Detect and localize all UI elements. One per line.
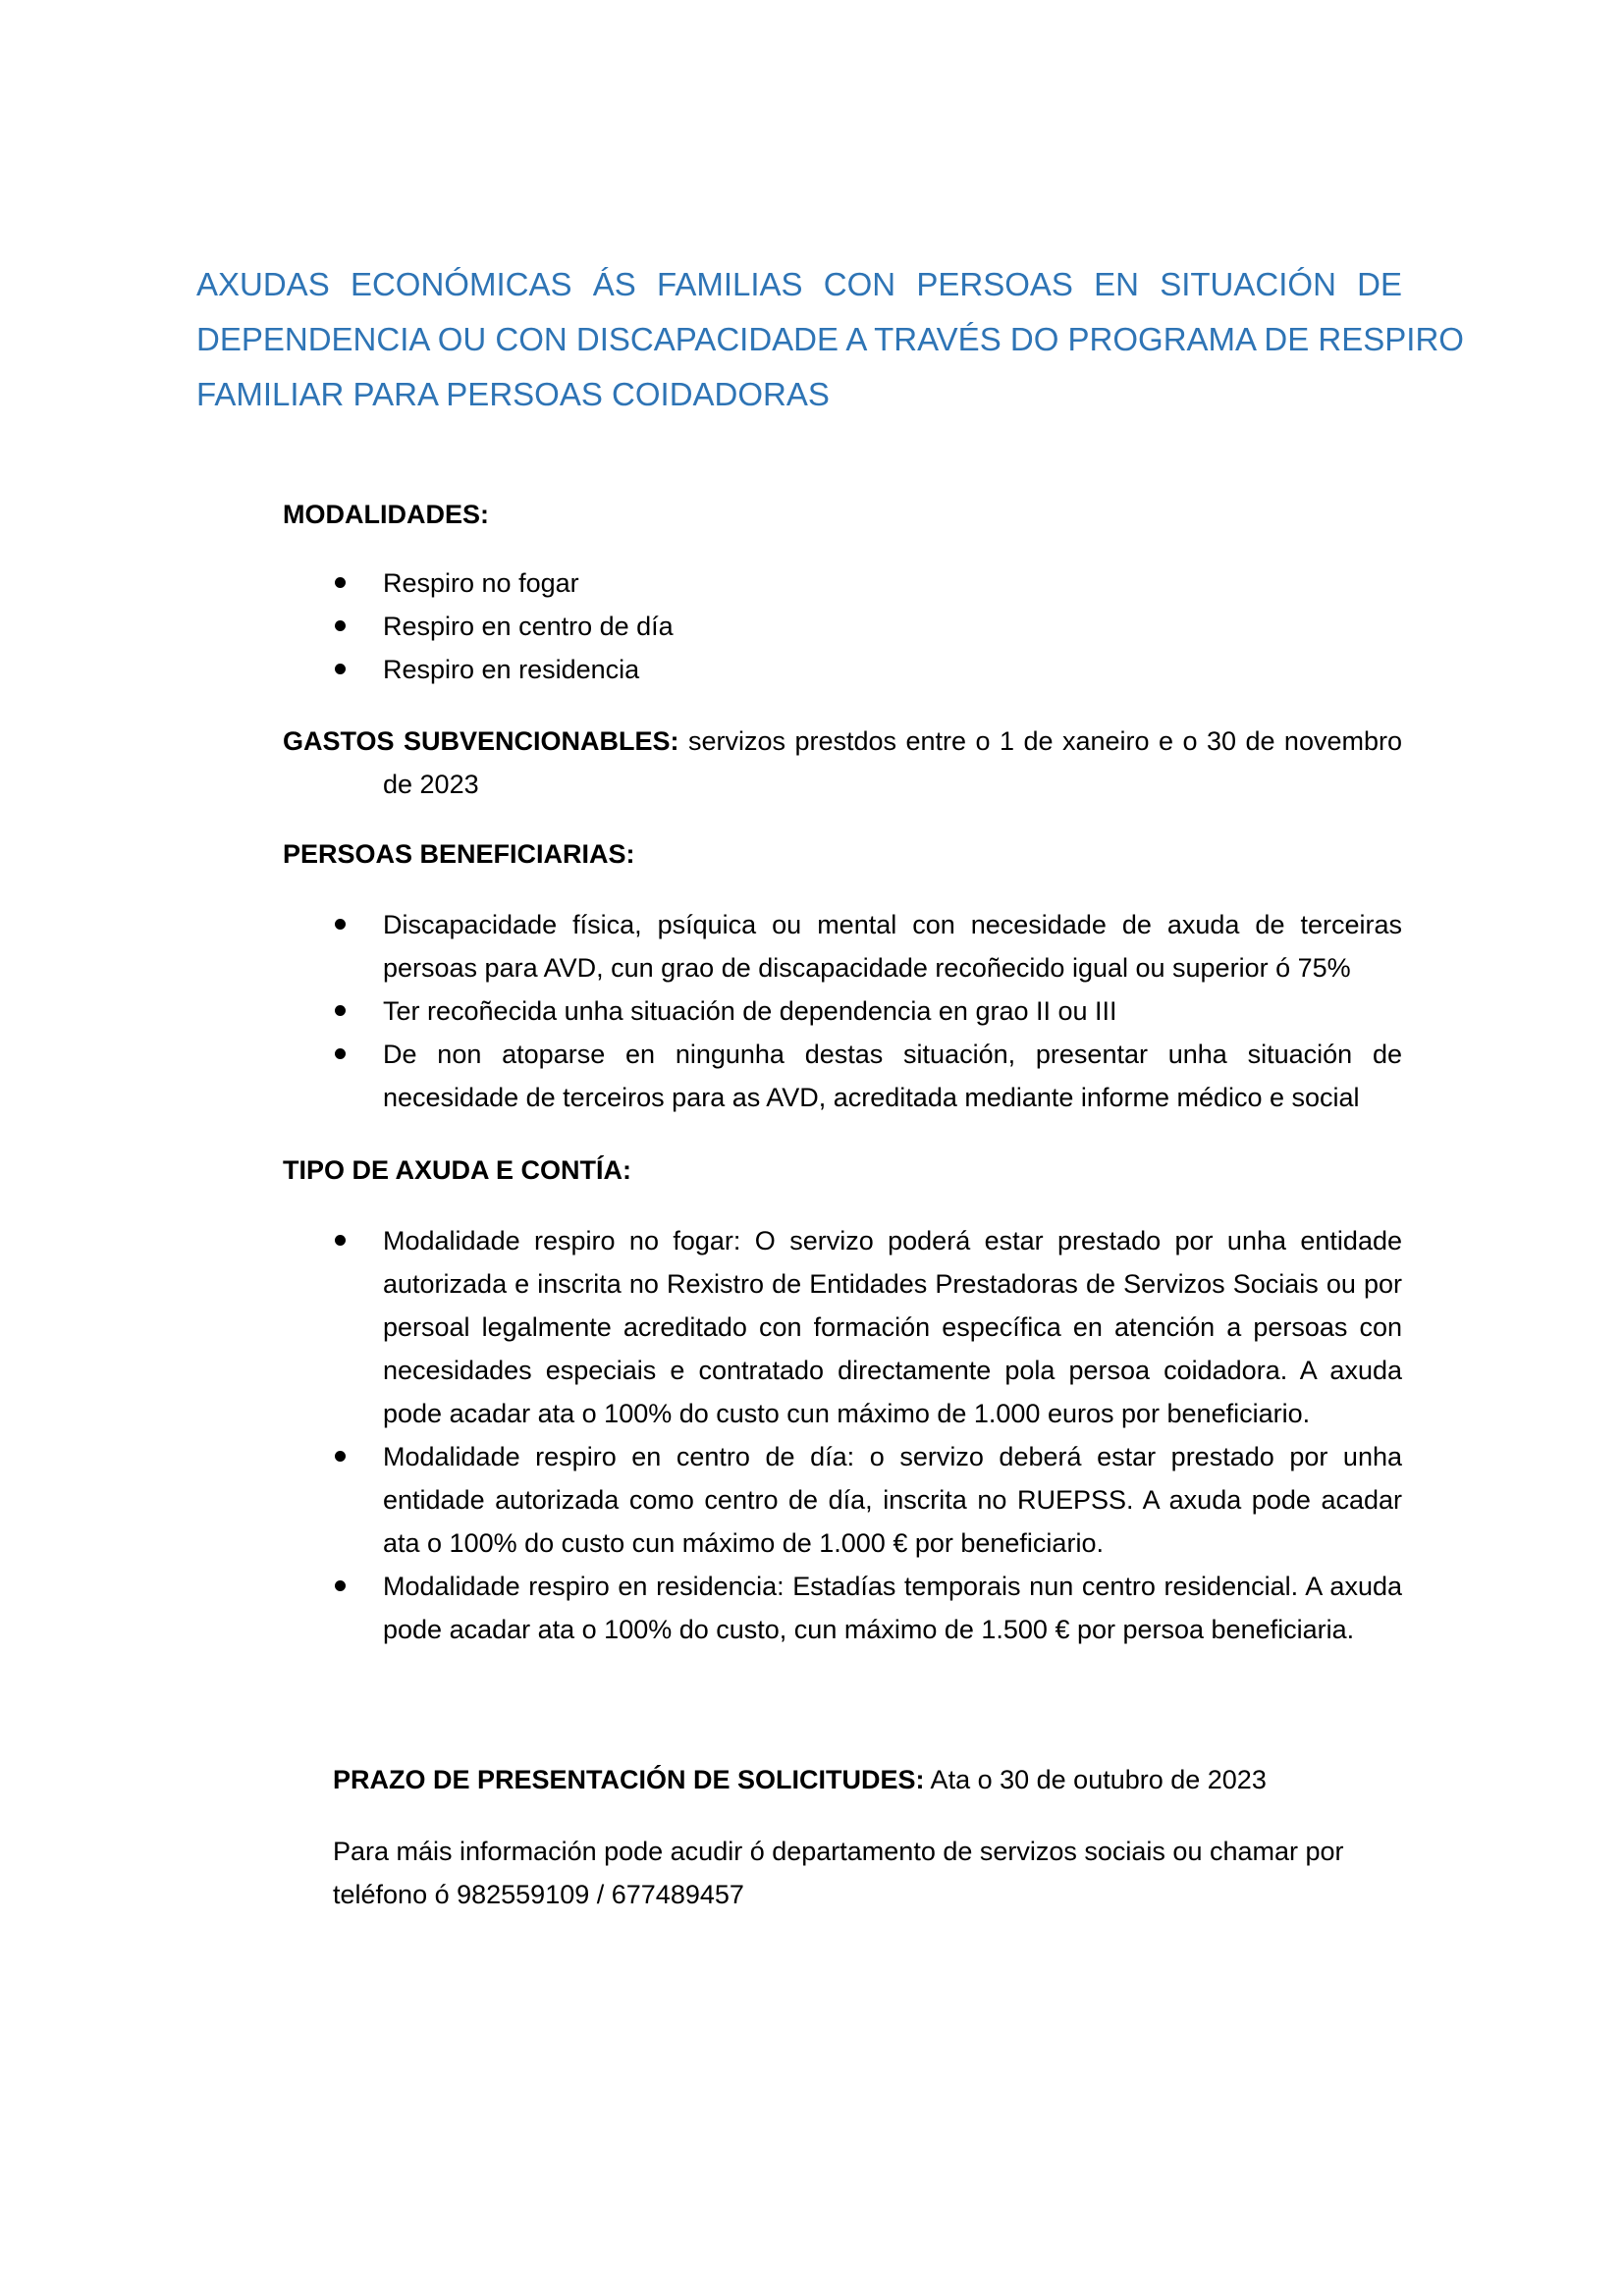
bullet-icon xyxy=(335,1235,346,1246)
list-item-text: Modalidade respiro en centro de día: o servizo deberá estar prestado por unha entidade autorizada como centro de día, inscrita no RUEPSS. A axuda pode acadar ata o 100% do custo cun máximo de 1.000 € por beneficiario. xyxy=(383,1442,1402,1558)
document-title xyxy=(196,257,1464,422)
gastos-text: servizos prestdos entre o 1 de xaneiro e o 30 de novembro de 2023 xyxy=(383,726,1402,799)
modalidades-list xyxy=(0,561,1402,691)
bullet-icon xyxy=(335,620,346,631)
list-item-text: Modalidade respiro no fogar: O servizo poderá estar prestado por unha entidade autorizada e inscrita no Rexistro de Entidades Prestadoras de Servizos Sociais ou por persoal legalmente acreditado con formación específica en atención a persoas con necesidades especiais e contratado directamente pola persoa coidadora. A axuda pode acadar ata o 100% do custo cun máximo de 1.000 euros por beneficiario. xyxy=(383,1226,1402,1428)
list-item xyxy=(0,1033,1402,1119)
tipo-list xyxy=(0,1219,1402,1651)
bullet-icon xyxy=(335,1048,346,1059)
list-item xyxy=(0,561,1402,605)
list-item-text: Respiro no fogar xyxy=(383,568,579,598)
prazo-text: Ata o 30 de outubro de 2023 xyxy=(924,1765,1267,1794)
bullet-icon xyxy=(335,1580,346,1591)
gastos-label: GASTOS SUBVENCIONABLES: xyxy=(283,726,679,756)
prazo-label: PRAZO DE PRESENTACIÓN DE SOLICITUDES: xyxy=(333,1765,925,1794)
prazo-paragraph xyxy=(333,1758,1402,1801)
title-line: FAMILIAR PARA PERSOAS COIDADORAS xyxy=(196,376,830,412)
list-item xyxy=(0,903,1402,989)
info-paragraph: Para máis información pode acudir ó departamento de servizos sociais ou chamar por teléfono ó 982559109 / 677489457 xyxy=(333,1837,1344,1909)
list-item-text: Respiro en centro de día xyxy=(383,612,674,641)
list-item xyxy=(0,1435,1402,1565)
list-item-text: Discapacidade física, psíquica ou mental con necesidade de axuda de terceiras persoas para AVD, cun grao de discapacidade recoñecido igual ou superior ó 75% xyxy=(383,910,1402,983)
list-item xyxy=(0,1219,1402,1435)
tipo-heading: TIPO DE AXUDA E CONTÍA: xyxy=(283,1155,632,1185)
beneficiarias-list xyxy=(0,903,1402,1119)
list-item-text: Ter recoñecida unha situación de dependencia en grao II ou III xyxy=(383,996,1117,1026)
modalidades-heading: MODALIDADES: xyxy=(283,500,489,529)
list-item-text: Respiro en residencia xyxy=(383,655,640,684)
list-item-text: De non atoparse en ningunha destas situación, presentar unha situación de necesidade de terceiros para as AVD, acreditada mediante informe médico e social xyxy=(383,1040,1402,1112)
list-item-text: Modalidade respiro en residencia: Estadías temporais nun centro residencial. A axuda pode acadar ata o 100% do custo, cun máximo de 1.500 € por persoa beneficiaria. xyxy=(383,1572,1402,1644)
bullet-icon xyxy=(335,664,346,674)
bullet-icon xyxy=(335,577,346,588)
title-line: AXUDAS ECONÓMICAS ÁS FAMILIAS CON PERSOAS EN SITUACIÓN DE xyxy=(196,266,1402,302)
bullet-icon xyxy=(335,1451,346,1462)
title-line: DEPENDENCIA OU CON DISCAPACIDADE A TRAVÉS DO PROGRAMA DE RESPIRO xyxy=(196,321,1464,357)
bullet-icon xyxy=(335,919,346,930)
list-item xyxy=(0,1565,1402,1651)
list-item xyxy=(0,605,1402,648)
beneficiarias-heading: PERSOAS BENEFICIARIAS: xyxy=(283,839,635,869)
list-item xyxy=(0,989,1402,1033)
bullet-icon xyxy=(335,1005,346,1016)
gastos-paragraph xyxy=(283,720,1402,806)
list-item xyxy=(0,648,1402,691)
